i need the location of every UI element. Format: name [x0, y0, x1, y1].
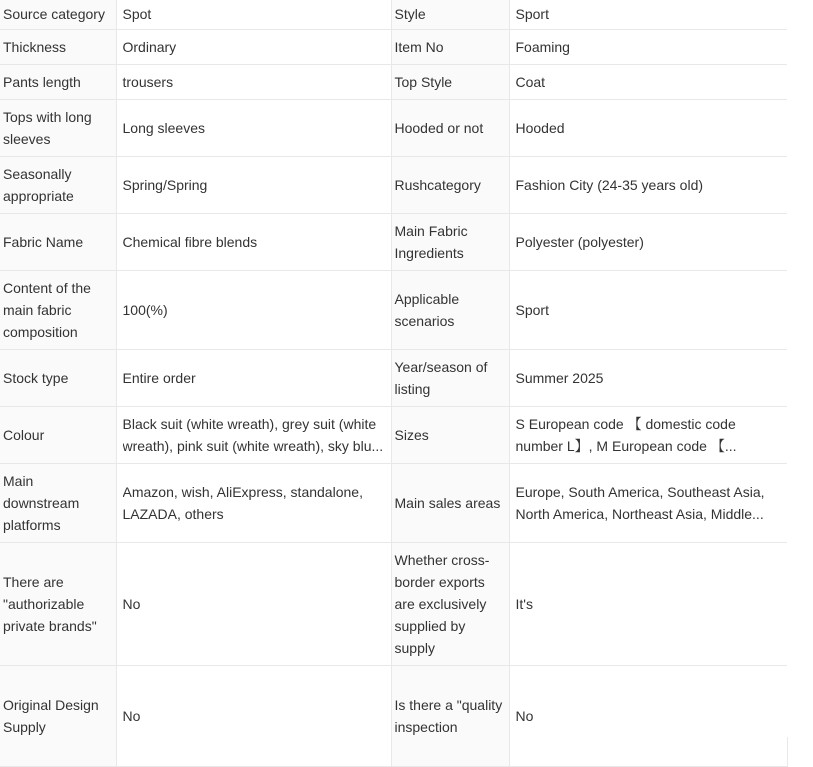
attribute-value: Long sleeves: [116, 99, 391, 156]
page-margin: [787, 0, 813, 737]
attribute-value: Black suit (white wreath), grey suit (white wreath), pink suit (white wreath), sky blu...: [122, 415, 384, 454]
attribute-value: Fashion City (24-35 years old): [509, 156, 787, 213]
attribute-value: Coat: [509, 64, 787, 99]
attribute-label: Stock type: [0, 349, 116, 406]
attribute-label: Source category: [0, 0, 116, 29]
attribute-value: Amazon, wish, AliExpress, standalone, LAZADA, others: [122, 483, 363, 522]
attribute-label: Hooded or not: [391, 99, 509, 156]
attribute-value: Spring/Spring: [116, 156, 391, 213]
attribute-label: Rushcategory: [391, 156, 509, 213]
attribute-label: Pants length: [0, 64, 116, 99]
attribute-label: Original Design Supply: [0, 665, 116, 766]
attribute-value: Sport: [509, 0, 787, 29]
attribute-value: Europe, South America, Southeast Asia, North America, Northeast Asia, Middle...: [515, 483, 765, 522]
attribute-value: Summer 2025: [509, 349, 787, 406]
attribute-label: Style: [391, 0, 509, 29]
attribute-label: Colour: [0, 406, 116, 463]
attribute-value: Entire order: [116, 349, 391, 406]
table-row: [0, 463, 787, 542]
attribute-label: Is there a "quality inspection: [391, 665, 509, 766]
attribute-value: Chemical fibre blends: [116, 213, 391, 270]
attribute-label: Main sales areas: [391, 463, 509, 542]
attribute-value: Polyester (polyester): [509, 213, 787, 270]
table-row: [0, 64, 787, 99]
attribute-label: Fabric Name: [0, 213, 116, 270]
attribute-label: Item No: [391, 29, 509, 64]
attribute-label: Main Fabric Ingredients: [391, 213, 509, 270]
attribute-value: No: [509, 665, 787, 766]
attribute-label: Content of the main fabric composition: [0, 270, 116, 349]
table-row: [0, 0, 787, 29]
attribute-label: Applicable scenarios: [391, 270, 509, 349]
table-row: [0, 665, 787, 766]
attribute-label: Main downstream platforms: [0, 463, 116, 542]
attribute-label: There are "authorizable private brands": [0, 542, 116, 665]
attribute-value: S European code 【 domestic code number L】, M European code 【...: [515, 415, 737, 454]
table-row: [0, 349, 787, 406]
attribute-value: trousers: [116, 64, 391, 99]
table-row: [0, 156, 787, 213]
attribute-value: Foaming: [509, 29, 787, 64]
attribute-label: Year/season of listing: [391, 349, 509, 406]
attribute-value: Ordinary: [116, 29, 391, 64]
attribute-value: Hooded: [509, 99, 787, 156]
table-row: [0, 406, 787, 463]
attribute-label: Whether cross-border exports are exclusively supplied by supply: [391, 542, 509, 665]
table-row: [0, 213, 787, 270]
attribute-label: Tops with long sleeves: [0, 99, 116, 156]
attribute-label: Sizes: [391, 406, 509, 463]
attribute-value: Spot: [116, 0, 391, 29]
attribute-value: 100(%): [116, 270, 391, 349]
table-row: [0, 29, 787, 64]
attribute-label: Top Style: [391, 64, 509, 99]
table-row: [0, 270, 787, 349]
attribute-value: It's: [509, 542, 787, 665]
attribute-label: Seasonally appropriate: [0, 156, 116, 213]
attribute-label: Thickness: [0, 29, 116, 64]
attribute-value: Sport: [509, 270, 787, 349]
attribute-value: No: [116, 665, 391, 766]
table-row: [0, 542, 787, 665]
table-row: [0, 99, 787, 156]
attribute-value: No: [116, 542, 391, 665]
